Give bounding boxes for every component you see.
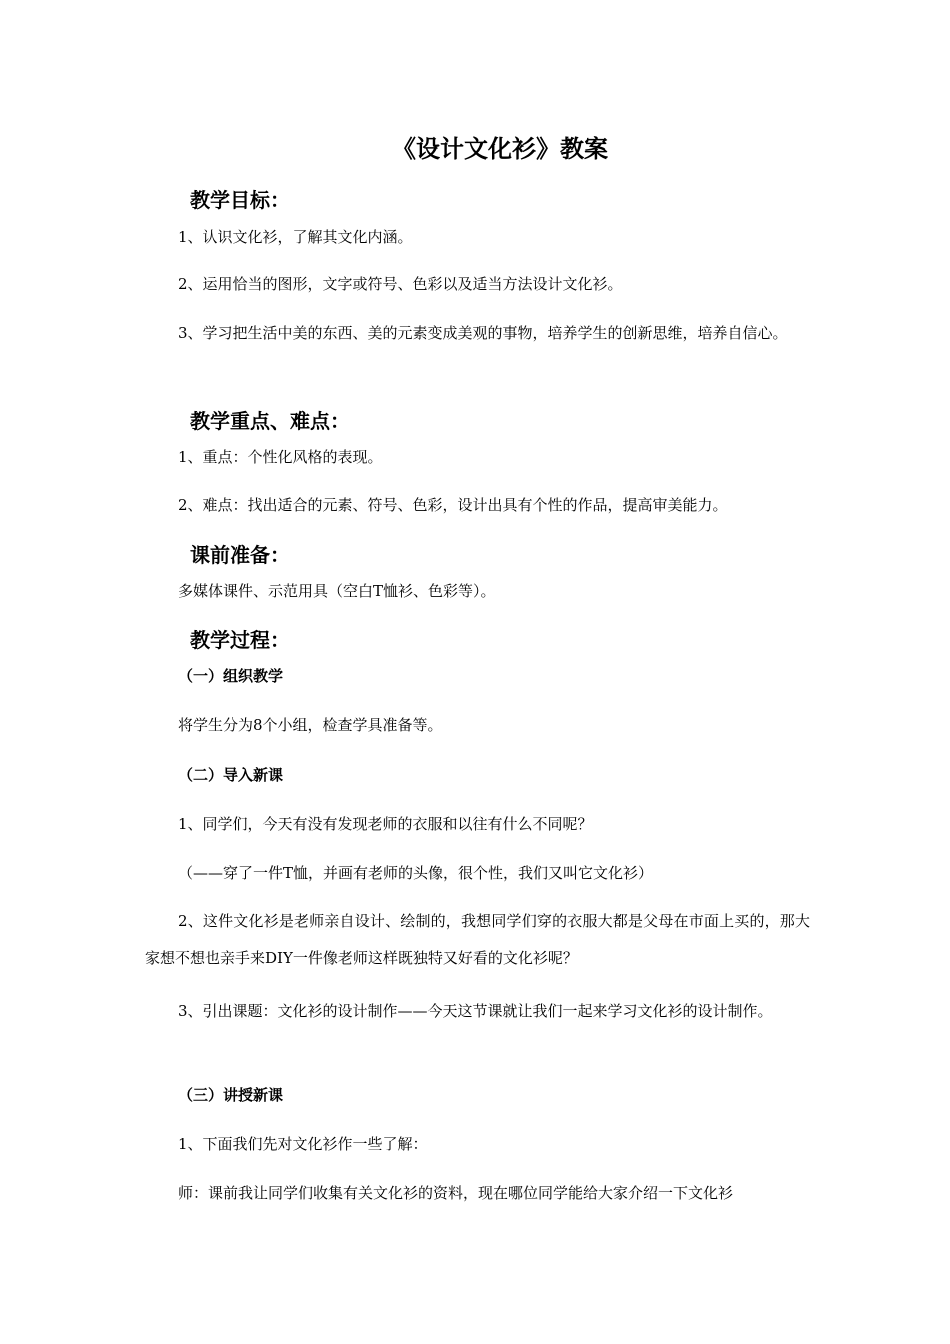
heading-objectives: 教学目标： [190,188,290,212]
heading-key-points: 教学重点、难点： [190,409,350,433]
preparation-text: 多媒体课件、示范用具（空白T恤衫、色彩等）。 [178,582,496,600]
section-organize-text: 将学生分为8个小组，检查学具准备等。 [178,716,443,734]
intro-item-1: 1、同学们，今天有没有发现老师的衣服和以往有什么不同呢？ [178,815,593,833]
teach-item-1: 1、下面我们先对文化衫作一些了解： [178,1135,428,1153]
key-point-item-2: 2、难点：找出适合的元素、符号、色彩，设计出具有个性的作品，提高审美能力。 [178,496,728,514]
intro-item-3: 2、这件文化衫是老师亲自设计、绘制的，我想同学们穿的衣服大都是父母在市面上买的，那大家想不想也亲手来DIY一件像老师这样既独特又好看的文化衫呢？ [145,912,810,967]
teach-item-2: 师：课前我让同学们收集有关文化衫的资料，现在哪位同学能给大家介绍一下文化衫 [178,1184,734,1202]
section-intro-title: （二）导入新课 [178,766,284,784]
objective-item-3: 3、学习把生活中美的东西、美的元素变成美观的事物，培养学生的创新思维，培养自信心。 [178,324,788,342]
heading-process: 教学过程： [190,628,290,652]
objective-item-1: 1、认识文化衫，了解其文化内涵。 [178,228,413,246]
intro-item-4: 3、引出课题：文化衫的设计制作——今天这节课就让我们一起来学习文化衫的设计制作。 [178,1002,773,1020]
section-organize-title: （一）组织教学 [178,667,284,685]
heading-preparation: 课前准备： [190,543,290,567]
objective-item-2: 2、运用恰当的图形，文字或符号、色彩以及适当方法设计文化衫。 [178,275,623,293]
page-title: 《设计文化衫》教案 [392,135,608,163]
key-point-item-1: 1、重点：个性化风格的表现。 [178,448,383,466]
intro-item-2: （——穿了一件T恤，并画有老师的头像，很个性，我们又叫它文化衫） [178,864,654,882]
section-teach-title: （三）讲授新课 [178,1086,284,1104]
